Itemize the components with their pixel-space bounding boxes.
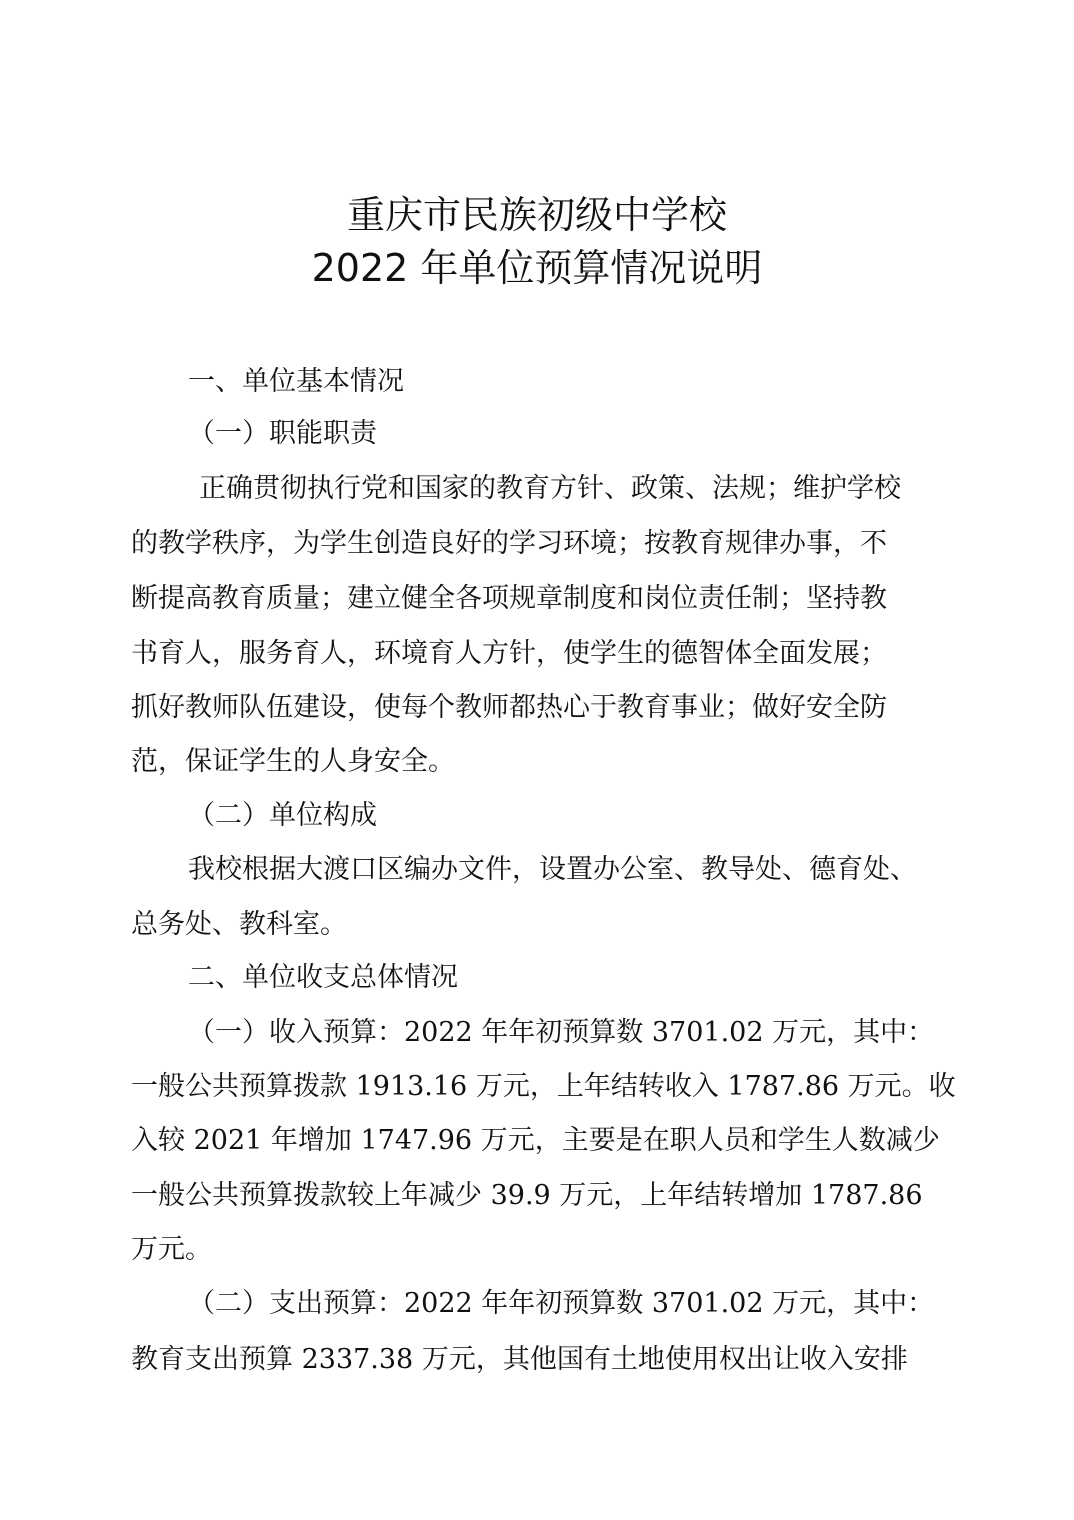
income-line: （一）收入预算：2022 年年初预算数 3701.02 万元，其中： [188,1017,935,1048]
document-title-line2: 2022 年单位预算情况说明 [311,246,763,290]
paragraph-line: 范，保证学生的人身安全。 [131,746,455,777]
section1-sub1-heading: （一）职能职责 [188,418,377,449]
section1-heading: 一、单位基本情况 [188,366,404,397]
expense-line: （二）支出预算：2022 年年初预算数 3701.02 万元，其中： [188,1288,935,1319]
paragraph-line: 的教学秩序，为学生创造良好的学习环境；按教育规律办事，不 [131,528,887,559]
paragraph-line: 正确贯彻执行党和国家的教育方针、政策、法规；维护学校 [199,473,901,504]
paragraph-line: 书育人，服务育人，环境育人方针，使学生的德智体全面发展； [131,638,887,669]
paragraph-line: 总务处、教科室。 [131,909,347,940]
paragraph-line: 抓好教师队伍建设，使每个教师都热心于教育事业；做好安全防 [131,692,887,723]
section1-sub2-heading: （二）单位构成 [188,800,377,831]
expense-line: 教育支出预算 2337.38 万元，其他国有土地使用权出让收入安排 [131,1344,908,1375]
income-line: 一般公共预算拨款较上年减少 39.9 万元，上年结转增加 1787.86 [131,1180,923,1211]
document-title-line1: 重庆市民族初级中学校 [346,193,727,237]
income-line: 一般公共预算拨款 1913.16 万元，上年结转收入 1787.86 万元。收 [131,1071,956,1102]
income-line: 入较 2021 年增加 1747.96 万元，主要是在职人员和学生人数减少 [131,1125,940,1156]
paragraph-line: 断提高教育质量；建立健全各项规章制度和岗位责任制；坚持教 [131,583,887,614]
section2-heading: 二、单位收支总体情况 [188,962,458,993]
paragraph-line: 我校根据大渡口区编办文件，设置办公室、教导处、德育处、 [188,854,917,885]
income-line: 万元。 [131,1234,212,1265]
